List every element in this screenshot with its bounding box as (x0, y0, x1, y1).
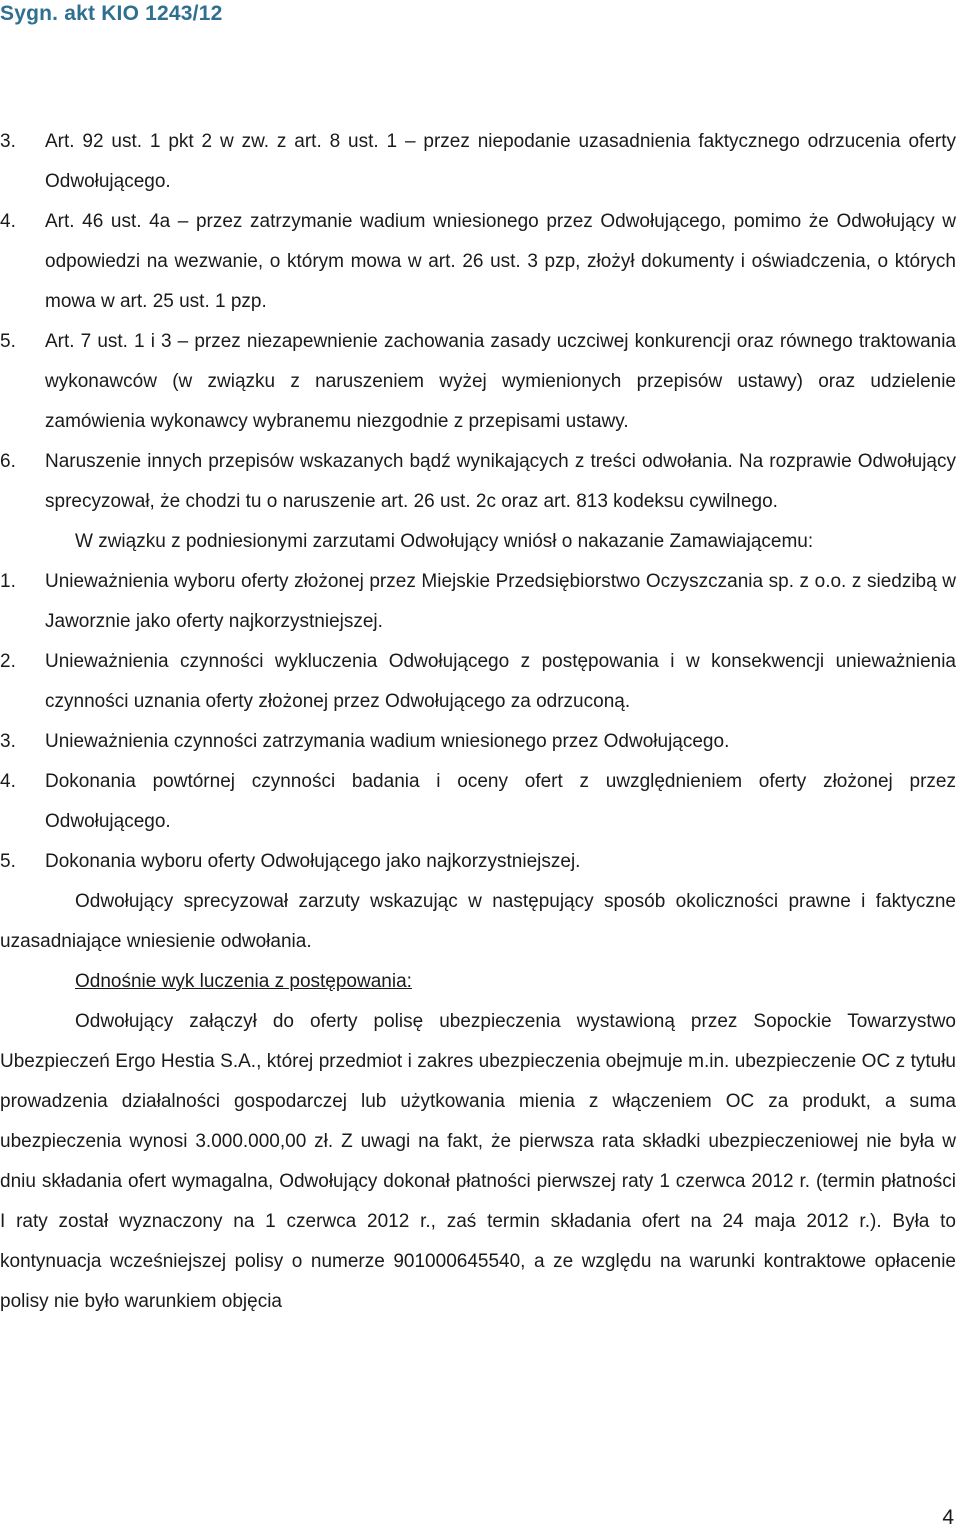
list-number: 5. (0, 851, 16, 872)
list-text: Art. 92 ust. 1 pkt 2 w zw. z art. 8 ust. 1 – przez niepodanie uzasadnienia faktycznego odrzucenia oferty Odwołującego. (45, 131, 956, 192)
list-number: 1. (0, 571, 16, 592)
list-text: Unieważnienia wyboru oferty złożonej przez Miejskie Przedsiębiorstwo Oczyszczania sp. z o.o. z siedzibą w Jaworznie jako oferty najkorzystniejszej. (45, 571, 956, 632)
list-text: Unieważnienia czynności wykluczenia Odwołującego z postępowania i w konsekwencji unieważnienia czynności uznania oferty złożonej przez Odwołującego za odrzuconą. (45, 651, 956, 712)
list-number: 3. (0, 131, 16, 152)
list-number: 3. (0, 731, 16, 752)
list-item (0, 842, 956, 882)
list-item (0, 722, 956, 762)
list-number: 5. (0, 331, 16, 352)
list-number: 4. (0, 771, 16, 792)
page-number: 4 (942, 1506, 954, 1529)
list-text: Unieważnienia czynności zatrzymania wadium wniesionego przez Odwołującego. (45, 731, 730, 752)
list-number: 2. (0, 651, 16, 672)
list-text: Art. 46 ust. 4a – przez zatrzymanie wadium wniesionego przez Odwołującego, pomimo że Odwołujący w odpowiedzi na wezwanie, o którym mowa w art. 26 ust. 3 pzp, złożył dokumenty i oświadczenia, o których mowa w art. 25 ust. 1 pzp. (45, 211, 956, 312)
section-subheading: Odnośnie wyk luczenia z postępowania: (75, 971, 412, 992)
document-body (0, 122, 956, 1322)
list-text: Dokonania wyboru oferty Odwołującego jako najkorzystniejszej. (45, 851, 581, 872)
list-item (0, 322, 956, 442)
paragraph-specify: Odwołujący sprecyzował zarzuty wskazując w następujący sposób okoliczności prawne i faktyczne uzasadniające wniesienie odwołania. (0, 891, 956, 952)
case-signature-header: Sygn. akt KIO 1243/12 (0, 2, 223, 25)
paragraph-intro: W związku z podniesionymi zarzutami Odwołujący wniósł o nakazanie Zamawiającemu: (75, 531, 814, 552)
list-number: 4. (0, 211, 16, 232)
list-text: Naruszenie innych przepisów wskazanych bądź wynikających z treści odwołania. Na rozprawie Odwołujący sprecyzował, że chodzi tu o naruszenie art. 26 ust. 2c oraz art. 813 kodeksu cywilnego. (45, 451, 956, 512)
list-item (0, 562, 956, 642)
list-item (0, 122, 956, 202)
list-number: 6. (0, 451, 16, 472)
list-text: Art. 7 ust. 1 i 3 – przez niezapewnienie zachowania zasady uczciwej konkurencji oraz równego traktowania wykonawców (w związku z naruszeniem wyżej wymienionych przepisów ustawy) oraz udzielenie zamówienia wykonawcy wybranemu niezgodnie z przepisami ustawy. (45, 331, 956, 432)
list-item (0, 442, 956, 522)
list-item (0, 202, 956, 322)
list-text: Dokonania powtórnej czynności badania i oceny ofert z uwzględnieniem oferty złożonej przez Odwołującego. (45, 771, 956, 832)
paragraph-body: Odwołujący załączył do oferty polisę ubezpieczenia wystawioną przez Sopockie Towarzystwo Ubezpieczeń Ergo Hestia S.A., której przedmiot i zakres ubezpieczenia obejmuje m.in. ubezpieczenie OC z tytułu prowadzenia działalności gospodarczej lub użytkowania mienia z włączeniem OC za produkt, a suma ubezpieczenia wynosi 3.000.000,00 zł. Z uwagi na fakt, że pierwsza rata składki ubezpieczeniowej nie była w dniu składania ofert wymagalna, Odwołujący dokonał płatności pierwszej raty 1 czerwca 2012 r. (termin płatności I raty został wyznaczony na 1 czerwca 2012 r., zaś termin składania ofert na 24 maja 2012 r.). Była to kontynuacja wcześniejszej polisy o numerze 901000645540, a ze względu na warunki kontraktowe opłacenie polisy nie było warunkiem objęcia (0, 1011, 956, 1312)
list-item (0, 762, 956, 842)
list-item (0, 642, 956, 722)
